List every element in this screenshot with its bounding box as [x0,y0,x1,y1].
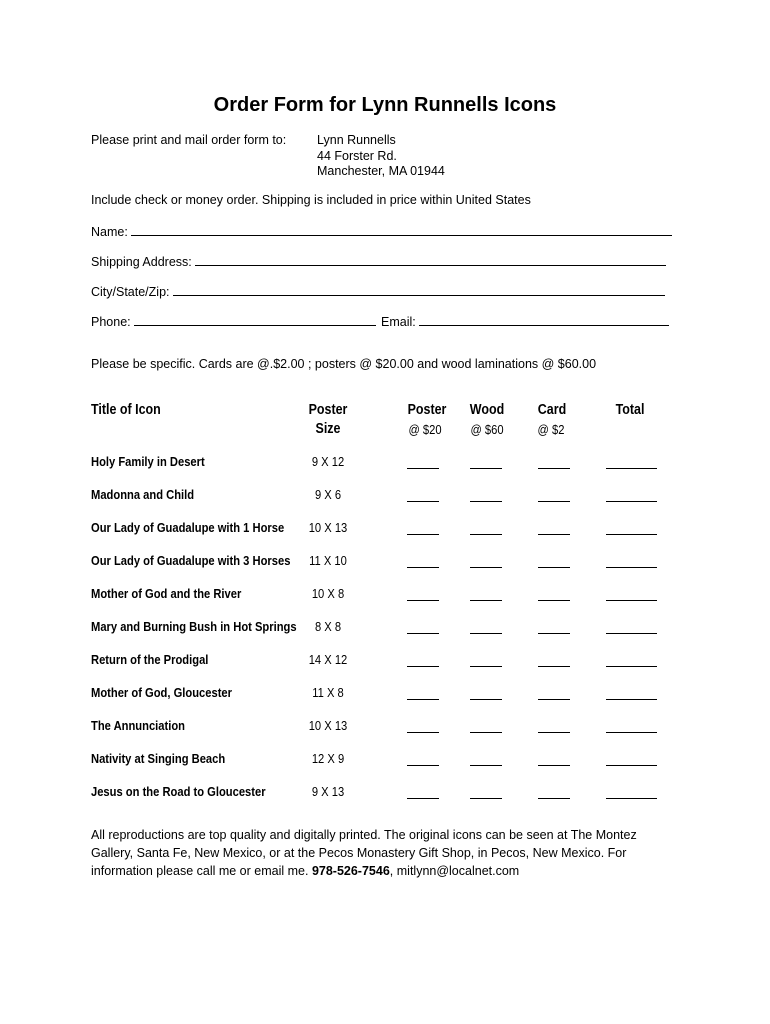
shipping-line[interactable] [195,253,666,266]
poster-size: 10 X 13 [308,520,348,535]
poster-qty-blank[interactable] [407,566,439,568]
wood-qty-blank[interactable] [470,731,502,733]
poster-size: 11 X 8 [312,685,344,700]
icon-title: Nativity at Singing Beach [91,751,226,766]
wood-qty-blank[interactable] [470,467,502,469]
card-qty-blank[interactable] [538,566,570,568]
wood-qty-blank[interactable] [470,599,502,601]
poster-size: 10 X 8 [311,586,345,601]
poster-qty-blank[interactable] [407,632,439,634]
phone-label: Phone: [91,315,131,329]
icon-title: Mary and Burning Bush in Hot Springs [91,619,297,634]
icon-title: Holy Family in Desert [91,454,205,469]
poster-size: 12 X 9 [311,751,345,766]
wood-qty-blank[interactable] [470,500,502,502]
pricing-note: Please be specific. Cards are @.$2.00 ; posters @ $20.00 and wood laminations @ $60.00 [91,357,597,371]
shipping-field[interactable] [91,253,666,269]
header-poster: Poster [407,402,447,418]
total-blank[interactable] [606,698,657,700]
poster-qty-blank[interactable] [407,797,439,799]
poster-qty-blank[interactable] [407,731,439,733]
email-line[interactable] [419,313,669,326]
card-qty-blank[interactable] [538,467,570,469]
header-title: Title of Icon [91,402,161,418]
total-blank[interactable] [606,632,657,634]
poster-qty-blank[interactable] [407,665,439,667]
header-wood: Wood [469,402,505,418]
card-qty-blank[interactable] [538,764,570,766]
icon-title: Return of the Prodigal [91,652,209,667]
card-qty-blank[interactable] [538,797,570,799]
card-qty-blank[interactable] [538,533,570,535]
footer-email[interactable]: mitlynn@localnet.com [396,864,520,878]
city-label: City/State/Zip: [91,285,170,299]
mail-city: Manchester, MA 01944 [317,164,445,178]
header-total: Total [615,402,645,418]
wood-qty-blank[interactable] [470,665,502,667]
icon-title: Our Lady of Guadalupe with 1 Horse [91,520,285,535]
footer-note [91,826,681,880]
poster-size: 9 X 6 [314,487,342,502]
page-title: Order Form for Lynn Runnells Icons [213,94,557,116]
total-blank[interactable] [606,500,657,502]
email-label: Email: [381,315,416,329]
icon-title: Madonna and Child [91,487,195,502]
poster-size: 9 X 13 [311,784,345,799]
mail-street: 44 Forster Rd. [317,149,397,163]
poster-qty-blank[interactable] [407,467,439,469]
footer-separator: , [389,864,397,878]
poster-size: 10 X 13 [308,718,348,733]
wood-qty-blank[interactable] [470,566,502,568]
total-blank[interactable] [606,731,657,733]
card-qty-blank[interactable] [538,500,570,502]
total-blank[interactable] [606,533,657,535]
email-field[interactable] [381,313,669,329]
card-qty-blank[interactable] [538,731,570,733]
poster-qty-blank[interactable] [407,698,439,700]
poster-qty-blank[interactable] [407,599,439,601]
poster-qty-blank[interactable] [407,533,439,535]
phone-field[interactable] [91,313,376,329]
footer-text: All reproductions are top quality and digitally printed. The original icons can be seen at The Montez Gallery, Santa Fe, New Mexico, or at the Pecos Monastery Gift Shop, in Pecos, New Mexico. For information please call me or email me. [91,828,637,878]
poster-size: 14 X 12 [308,652,348,667]
total-blank[interactable] [606,566,657,568]
shipping-label: Shipping Address: [91,255,192,269]
mail-instruction: Please print and mail order form to: [91,133,287,147]
icon-title: Jesus on the Road to Gloucester [91,784,266,799]
wood-qty-blank[interactable] [470,533,502,535]
header-card: Card [537,402,567,418]
header-card-price: @ $2 [537,422,565,437]
card-qty-blank[interactable] [538,698,570,700]
wood-qty-blank[interactable] [470,797,502,799]
total-blank[interactable] [606,764,657,766]
name-label: Name: [91,225,128,239]
phone-line[interactable] [134,313,376,326]
total-blank[interactable] [606,599,657,601]
card-qty-blank[interactable] [538,599,570,601]
wood-qty-blank[interactable] [470,698,502,700]
icon-title: Mother of God and the River [91,586,242,601]
icon-title: Our Lady of Guadalupe with 3 Horses [91,553,291,568]
header-poster-price: @ $20 [408,422,442,437]
total-blank[interactable] [606,797,657,799]
icon-title: Mother of God, Gloucester [91,685,233,700]
payment-note: Include check or money order. Shipping is included in price within United States [91,193,531,207]
city-field[interactable] [91,283,665,299]
header-poster-size-2: Size [315,421,341,437]
mail-name: Lynn Runnells [317,133,396,147]
card-qty-blank[interactable] [538,632,570,634]
total-blank[interactable] [606,665,657,667]
poster-qty-blank[interactable] [407,500,439,502]
poster-size: 8 X 8 [314,619,342,634]
footer-phone: 978-526-7546 [311,864,390,878]
name-line[interactable] [131,223,672,236]
total-blank[interactable] [606,467,657,469]
name-field[interactable] [91,223,672,239]
poster-qty-blank[interactable] [407,764,439,766]
card-qty-blank[interactable] [538,665,570,667]
poster-size: 9 X 12 [311,454,345,469]
poster-size: 11 X 10 [309,553,347,568]
header-poster-size-1: Poster [308,402,348,418]
wood-qty-blank[interactable] [470,764,502,766]
city-line[interactable] [173,283,665,296]
header-wood-price: @ $60 [470,422,504,437]
wood-qty-blank[interactable] [470,632,502,634]
icon-title: The Annunciation [91,718,185,733]
